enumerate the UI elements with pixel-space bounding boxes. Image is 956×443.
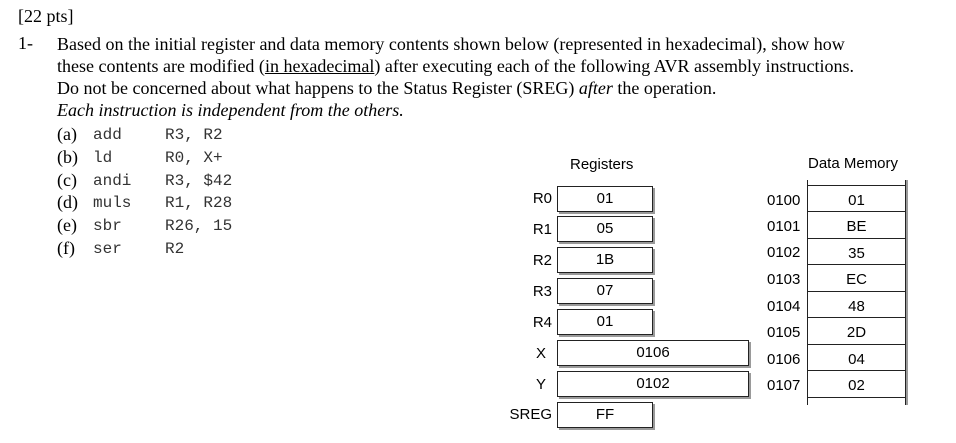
memory-table bbox=[807, 180, 906, 405]
instruction-opcode: ld bbox=[93, 149, 113, 167]
instruction-opcode: muls bbox=[93, 194, 132, 212]
memory-value-0101: BE bbox=[846, 218, 867, 235]
memory-address-0107: 0107 bbox=[767, 377, 801, 394]
instruction-operands: R26, 15 bbox=[165, 217, 233, 235]
register-name-x: X bbox=[535, 345, 546, 362]
instruction-f: (f) ser R2 bbox=[57, 238, 185, 258]
register-value-r1: 05 bbox=[557, 216, 653, 242]
instruction-operands: R3, $42 bbox=[165, 172, 233, 190]
instruction-operands: R3, R2 bbox=[165, 126, 223, 144]
question-line-2: these contents are modified (in hexadecimal) after executing each of the following AVR assembly instructions. bbox=[57, 56, 854, 76]
memory-value-0105: 2D bbox=[846, 324, 867, 341]
memory-divider bbox=[808, 264, 905, 265]
instruction-operands: R0, X+ bbox=[165, 149, 223, 167]
memory-address-0106: 0106 bbox=[767, 351, 801, 368]
register-name-r3: R3 bbox=[532, 283, 552, 300]
memory-divider bbox=[808, 238, 905, 239]
memory-value-0106: 04 bbox=[848, 351, 865, 368]
instruction-d: (d) muls R1, R28 bbox=[57, 192, 233, 212]
instruction-a: (a) add R3, R2 bbox=[57, 124, 223, 144]
instruction-b: (b) ld R0, X+ bbox=[57, 147, 223, 167]
question-line-3: Do not be concerned about what happens to the Status Register (SREG) after the operation. bbox=[57, 78, 717, 98]
memory-title: Data Memory bbox=[808, 155, 899, 172]
register-value-r2: 1B bbox=[557, 247, 653, 273]
memory-divider bbox=[808, 344, 905, 345]
register-value-r0: 01 bbox=[557, 186, 653, 212]
memory-address-0103: 0103 bbox=[767, 271, 801, 288]
memory-divider bbox=[808, 291, 905, 292]
memory-address-0105: 0105 bbox=[767, 324, 801, 341]
register-value-y: 0102 bbox=[557, 371, 749, 397]
register-name-sreg: SREG bbox=[509, 406, 552, 423]
memory-value-0107: 02 bbox=[848, 377, 865, 394]
instruction-opcode: andi bbox=[93, 172, 132, 190]
register-value-r3: 07 bbox=[557, 278, 653, 304]
register-name-y: Y bbox=[535, 376, 546, 393]
instruction-e: (e) sbr R26, 15 bbox=[57, 215, 233, 235]
memory-value-0104: 48 bbox=[848, 298, 865, 315]
memory-value-0102: 35 bbox=[848, 245, 865, 262]
instruction-c: (c) andi R3, $42 bbox=[57, 170, 233, 190]
instruction-operands: R2 bbox=[165, 240, 185, 258]
memory-divider bbox=[808, 185, 905, 186]
registers-title: Registers bbox=[570, 156, 634, 173]
instruction-operands: R1, R28 bbox=[165, 194, 233, 212]
memory-address-0102: 0102 bbox=[767, 244, 801, 261]
register-value-sreg: FF bbox=[557, 402, 653, 428]
register-name-r4: R4 bbox=[532, 314, 552, 331]
memory-address-0100: 0100 bbox=[767, 192, 801, 209]
register-value-r4: 01 bbox=[557, 309, 653, 335]
instruction-opcode: add bbox=[93, 126, 122, 144]
instruction-opcode: sbr bbox=[93, 217, 122, 235]
question-line-1: Based on the initial register and data memory contents shown below (represented in hexadecimal), show how bbox=[57, 34, 845, 54]
register-name-r0: R0 bbox=[532, 190, 552, 207]
italic-word: after bbox=[578, 78, 613, 98]
register-name-r2: R2 bbox=[532, 252, 552, 269]
memory-divider bbox=[808, 317, 905, 318]
underlined-phrase: in hexadecimal bbox=[264, 56, 375, 76]
memory-address-0101: 0101 bbox=[767, 218, 801, 235]
memory-value-0103: EC bbox=[846, 271, 867, 288]
memory-divider bbox=[808, 211, 905, 212]
question-number: 1- bbox=[18, 33, 33, 53]
memory-divider bbox=[808, 397, 905, 398]
memory-address-0104: 0104 bbox=[767, 298, 801, 315]
memory-divider bbox=[808, 370, 905, 371]
instruction-opcode: ser bbox=[93, 240, 122, 258]
question-line-4: Each instruction is independent from the others. bbox=[57, 100, 404, 120]
points-label: [22 pts] bbox=[18, 6, 74, 26]
register-value-x: 0106 bbox=[557, 340, 749, 366]
memory-value-0100: 01 bbox=[848, 192, 865, 209]
register-name-r1: R1 bbox=[532, 221, 552, 238]
